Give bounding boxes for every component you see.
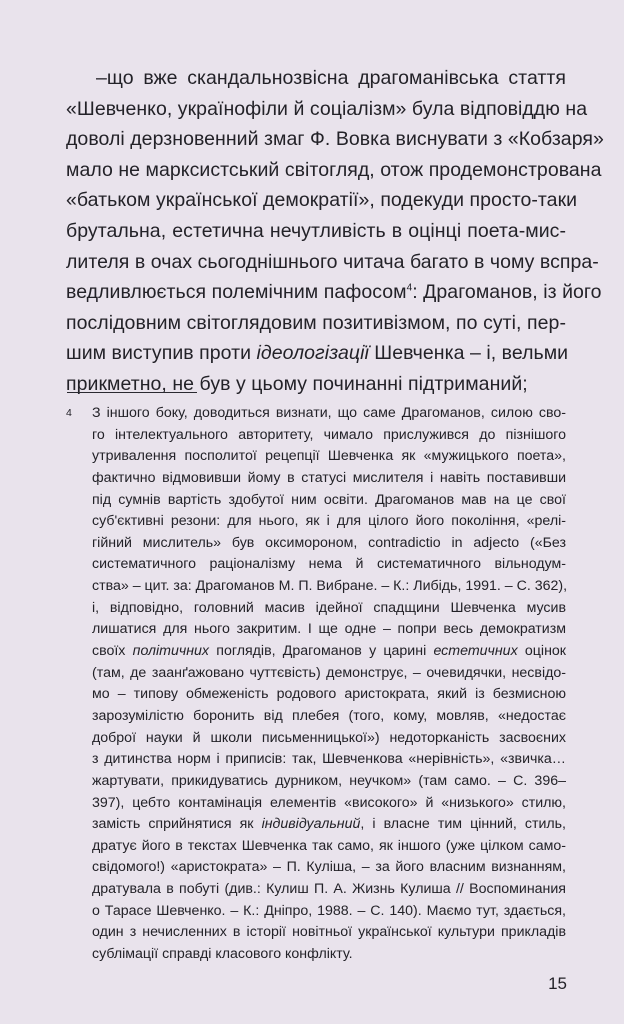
- main-line: доволі дерзновенний змаг Ф. Вовка виснувати з «Кобзаря»: [66, 128, 604, 151]
- footnote-line: фактично відмовивши йому в статусі мислителя і навіть поставивши: [92, 469, 566, 486]
- footnote-line: (там, де заанґажовано чуттєвість) демонструє, – очевидячки, несвідо-: [92, 664, 566, 681]
- footnote-segment: своїх: [92, 643, 133, 660]
- footnote-line: мо – типову обмеженість родового аристократа, який із безмисною: [92, 686, 566, 703]
- main-line-italic: ідеологізації: [256, 342, 369, 365]
- footnote-line: гійний мислитель» був оксимороном, contradictio in adjecto («Без: [92, 534, 566, 551]
- footnote-segment: , і власне тим цінний, стиль,: [360, 816, 567, 833]
- footnote-line: доброї науки й школи письменницької») недоторканість засвоєних: [92, 729, 566, 746]
- footnote-line: го інтелектуального авторитету, чимало прислужився до пізнішого: [92, 426, 566, 443]
- footnote-line: свідомого!) «аристократа» – П. Куліша, – за його власним визнанням,: [92, 859, 566, 876]
- main-text: [66, 63, 604, 400]
- footnote-line: з дитинства норм і приписів: так, Шевченкова «нерівність», «звичка…: [92, 751, 566, 768]
- footnote-line: суб'єктивні резони: для нього, як і для цілого його покоління, «релі-: [92, 513, 566, 530]
- footnote-line: утривалення посполитої рецепції Шевченка як «мужицького поета»,: [92, 448, 566, 465]
- main-line: [66, 277, 602, 308]
- footnote-line: зарозумілістю боронить від плебея (того, кому, мовляв, «недостає: [92, 707, 566, 724]
- main-line: мало не марксистський світогляд, отож продемонстрована: [66, 158, 602, 181]
- footnote-line: і, відповідно, головний масив ідейної спадщини Шевченка мусив: [92, 599, 566, 616]
- footnote-line: [92, 814, 566, 836]
- page-number: 15: [548, 974, 567, 993]
- footnote-line: під сумнів вартість здобутої ним освіти. Драгоманов мав на це свої: [92, 491, 566, 508]
- footnote-italic: індивідуальний: [261, 816, 361, 833]
- footnote-line: дратує його в текстах Шевченка так само, як іншого (уже цілком само-: [92, 837, 566, 854]
- footnote-divider: [67, 392, 197, 393]
- footnote-line: жартувати, прикидуватись дурником, неучком» (там само. – С. 396–: [92, 772, 566, 789]
- footnote-line: [92, 641, 566, 663]
- footnote-line: о Тарасе Шевченко. – К.: Дніпро, 1988. – С. 140). Маємо тут, здається,: [92, 902, 566, 919]
- footnote-segment: поглядів, Драгоманов у царині: [209, 643, 434, 660]
- footnote-segment: замість сприйнятися як: [92, 816, 262, 833]
- footnote-italic: політичних: [132, 643, 210, 660]
- main-line: [66, 338, 569, 369]
- footnote-segment: оцінок: [517, 643, 567, 660]
- footnote-line: 397), цебто контамінація елементів «високого» й «низького» стилю,: [92, 794, 566, 811]
- footnote-line: сублімації справді класового конфлікту.: [92, 946, 353, 963]
- main-line: «Шевченко, українофіли й соціалізм» була відповіддю на: [66, 97, 588, 120]
- footnote-number: 4: [66, 407, 72, 419]
- main-line-segment: Шевченка – і, вельми: [368, 342, 569, 365]
- footnote-line: ства» – цит. за: Драгоманов М. П. Вибране. – К.: Либідь, 1991. – С. 362),: [92, 578, 568, 595]
- footnote-line: систематичного раціоналізму нема й систематичного вільнодум-: [92, 556, 566, 573]
- main-line: «батьком української демократії», подекуди просто-таки: [66, 189, 578, 212]
- main-line: брутальна, естетична нечутливість в оцінці поета-мис-: [66, 219, 566, 242]
- main-line: прикметно, не був у цьому починанні підтриманий;: [66, 372, 528, 395]
- footnote-italic: естетичних: [433, 643, 518, 660]
- footnote-line: дратувала в побуті (див.: Кулиш П. А. Жизнь Кулиша // Воспоминания: [92, 881, 566, 898]
- main-line: послідовним світоглядовим позитивізмом, по суті, пер-: [66, 311, 566, 334]
- footnote-reference[interactable]: 4: [406, 282, 413, 294]
- main-line-segment: : Драгоманов, із його: [412, 281, 602, 304]
- footnote-text: [92, 403, 566, 966]
- footnote-line: один з нечисленних в історії новітньої української культури прикладів: [92, 924, 566, 941]
- main-line-segment: шим виступив проти: [66, 342, 257, 365]
- main-line: лителя в очах сьогоднішнього читача багато в чому вспра-: [66, 250, 599, 273]
- main-line-segment: ведливлюється полемічним пафосом: [66, 281, 407, 304]
- footnote-line: З іншого боку, доводиться визнати, що саме Драгоманов, силою сво-: [92, 405, 566, 421]
- main-line: –що вже скандальнозвісна драгоманівська стаття: [96, 67, 566, 89]
- footnote-line: лишатися для нього закритим. І ще одне – попри весь демократизм: [92, 621, 566, 638]
